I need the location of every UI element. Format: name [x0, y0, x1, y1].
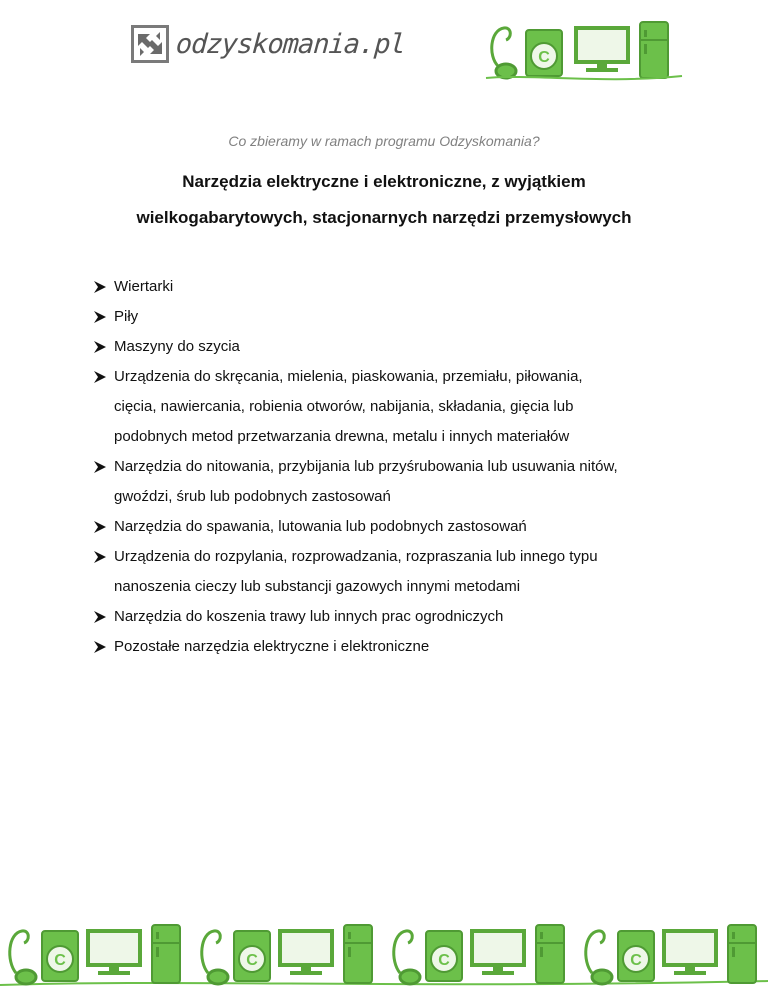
list-item-line: gwoździ, śrub lub podobnych zastosowań	[114, 488, 391, 505]
list-item-line: Urządzenia do rozpylania, rozprowadzania, rozpraszania lub innego typu	[114, 548, 598, 565]
list-item-line: Narzędzia do koszenia trawy lub innych prac ogrodniczych	[114, 608, 504, 625]
list-item-line: Wiertarki	[114, 278, 174, 295]
list-item-line: Pozostałe narzędzia elektryczne i elektroniczne	[114, 638, 430, 655]
list-item-line: Maszyny do szycia	[114, 338, 240, 355]
list-item	[94, 302, 694, 332]
arrow-bullet-icon	[94, 341, 106, 353]
vacuum-cleaner-icon	[492, 28, 516, 78]
arrow-bullet-icon	[94, 371, 106, 383]
arrow-bullet-icon	[94, 311, 106, 323]
list-item	[94, 602, 694, 632]
svg-text:C: C	[54, 952, 66, 969]
list-item	[94, 362, 694, 452]
list-item	[94, 632, 694, 662]
washing-machine-icon	[426, 931, 462, 981]
vacuum-cleaner-icon	[10, 931, 36, 984]
list-item-line: nanoszenia cieczy lub substancji gazowych innymi metodami	[114, 578, 521, 595]
list-item-line: cięcia, nawiercania, robienia otworów, nabijania, składania, gięcia lub	[114, 398, 574, 415]
logo-text: odzyskomania.pl	[174, 28, 406, 60]
washing-machine-icon	[234, 931, 270, 981]
svg-text:C: C	[246, 952, 258, 969]
svg-text:C: C	[438, 952, 450, 969]
tv-monitor-icon	[88, 931, 140, 975]
footer-appliance-strip	[0, 915, 768, 990]
washing-machine-icon	[42, 931, 78, 981]
tv-monitor-icon	[664, 931, 716, 975]
tv-monitor-icon	[472, 931, 524, 975]
svg-text:C: C	[538, 49, 550, 66]
header-appliances	[484, 16, 684, 86]
recycle-logo-icon	[130, 24, 170, 64]
list-item	[94, 332, 694, 362]
arrow-bullet-icon	[94, 461, 106, 473]
list-item	[94, 272, 694, 302]
list-item	[94, 542, 694, 602]
svg-text:C: C	[630, 952, 642, 969]
item-list	[94, 272, 694, 662]
page-title	[60, 164, 708, 236]
arrow-bullet-icon	[94, 611, 106, 623]
arrow-bullet-icon	[94, 551, 106, 563]
arrow-bullet-icon	[94, 521, 106, 533]
arrow-bullet-icon	[94, 281, 106, 293]
list-item	[94, 452, 694, 512]
title-line-2: wielkogabarytowych, stacjonarnych narzędzi przemysłowych	[136, 208, 632, 227]
tv-monitor-icon	[280, 931, 332, 975]
list-item-line: podobnych metod przetwarzania drewna, metalu i innych materiałów	[114, 428, 570, 445]
list-item	[94, 512, 694, 542]
list-item-line: Narzędzia do spawania, lutowania lub podobnych zastosowań	[114, 518, 527, 535]
subtitle: Co zbieramy w ramach programu Odzyskomania?	[228, 133, 540, 149]
title-line-1: Narzędzia elektryczne i elektroniczne, z wyjątkiem	[182, 172, 586, 191]
list-item-line: Narzędzia do nitowania, przybijania lub przyśrubowania lub usuwania nitów,	[114, 458, 618, 475]
refrigerator-icon	[344, 925, 372, 983]
tv-monitor-icon	[576, 28, 628, 72]
refrigerator-icon	[640, 22, 668, 78]
vacuum-cleaner-icon	[202, 931, 228, 984]
list-item-line: Piły	[114, 308, 139, 325]
refrigerator-icon	[536, 925, 564, 983]
vacuum-cleaner-icon	[394, 931, 420, 984]
refrigerator-icon	[728, 925, 756, 983]
washing-machine-icon	[526, 30, 562, 76]
arrow-bullet-icon	[94, 641, 106, 653]
refrigerator-icon	[152, 925, 180, 983]
list-item-line: Urządzenia do skręcania, mielenia, piaskowania, przemiału, piłowania,	[114, 368, 583, 385]
vacuum-cleaner-icon	[586, 931, 612, 984]
site-logo	[130, 22, 405, 66]
washing-machine-icon	[618, 931, 654, 981]
